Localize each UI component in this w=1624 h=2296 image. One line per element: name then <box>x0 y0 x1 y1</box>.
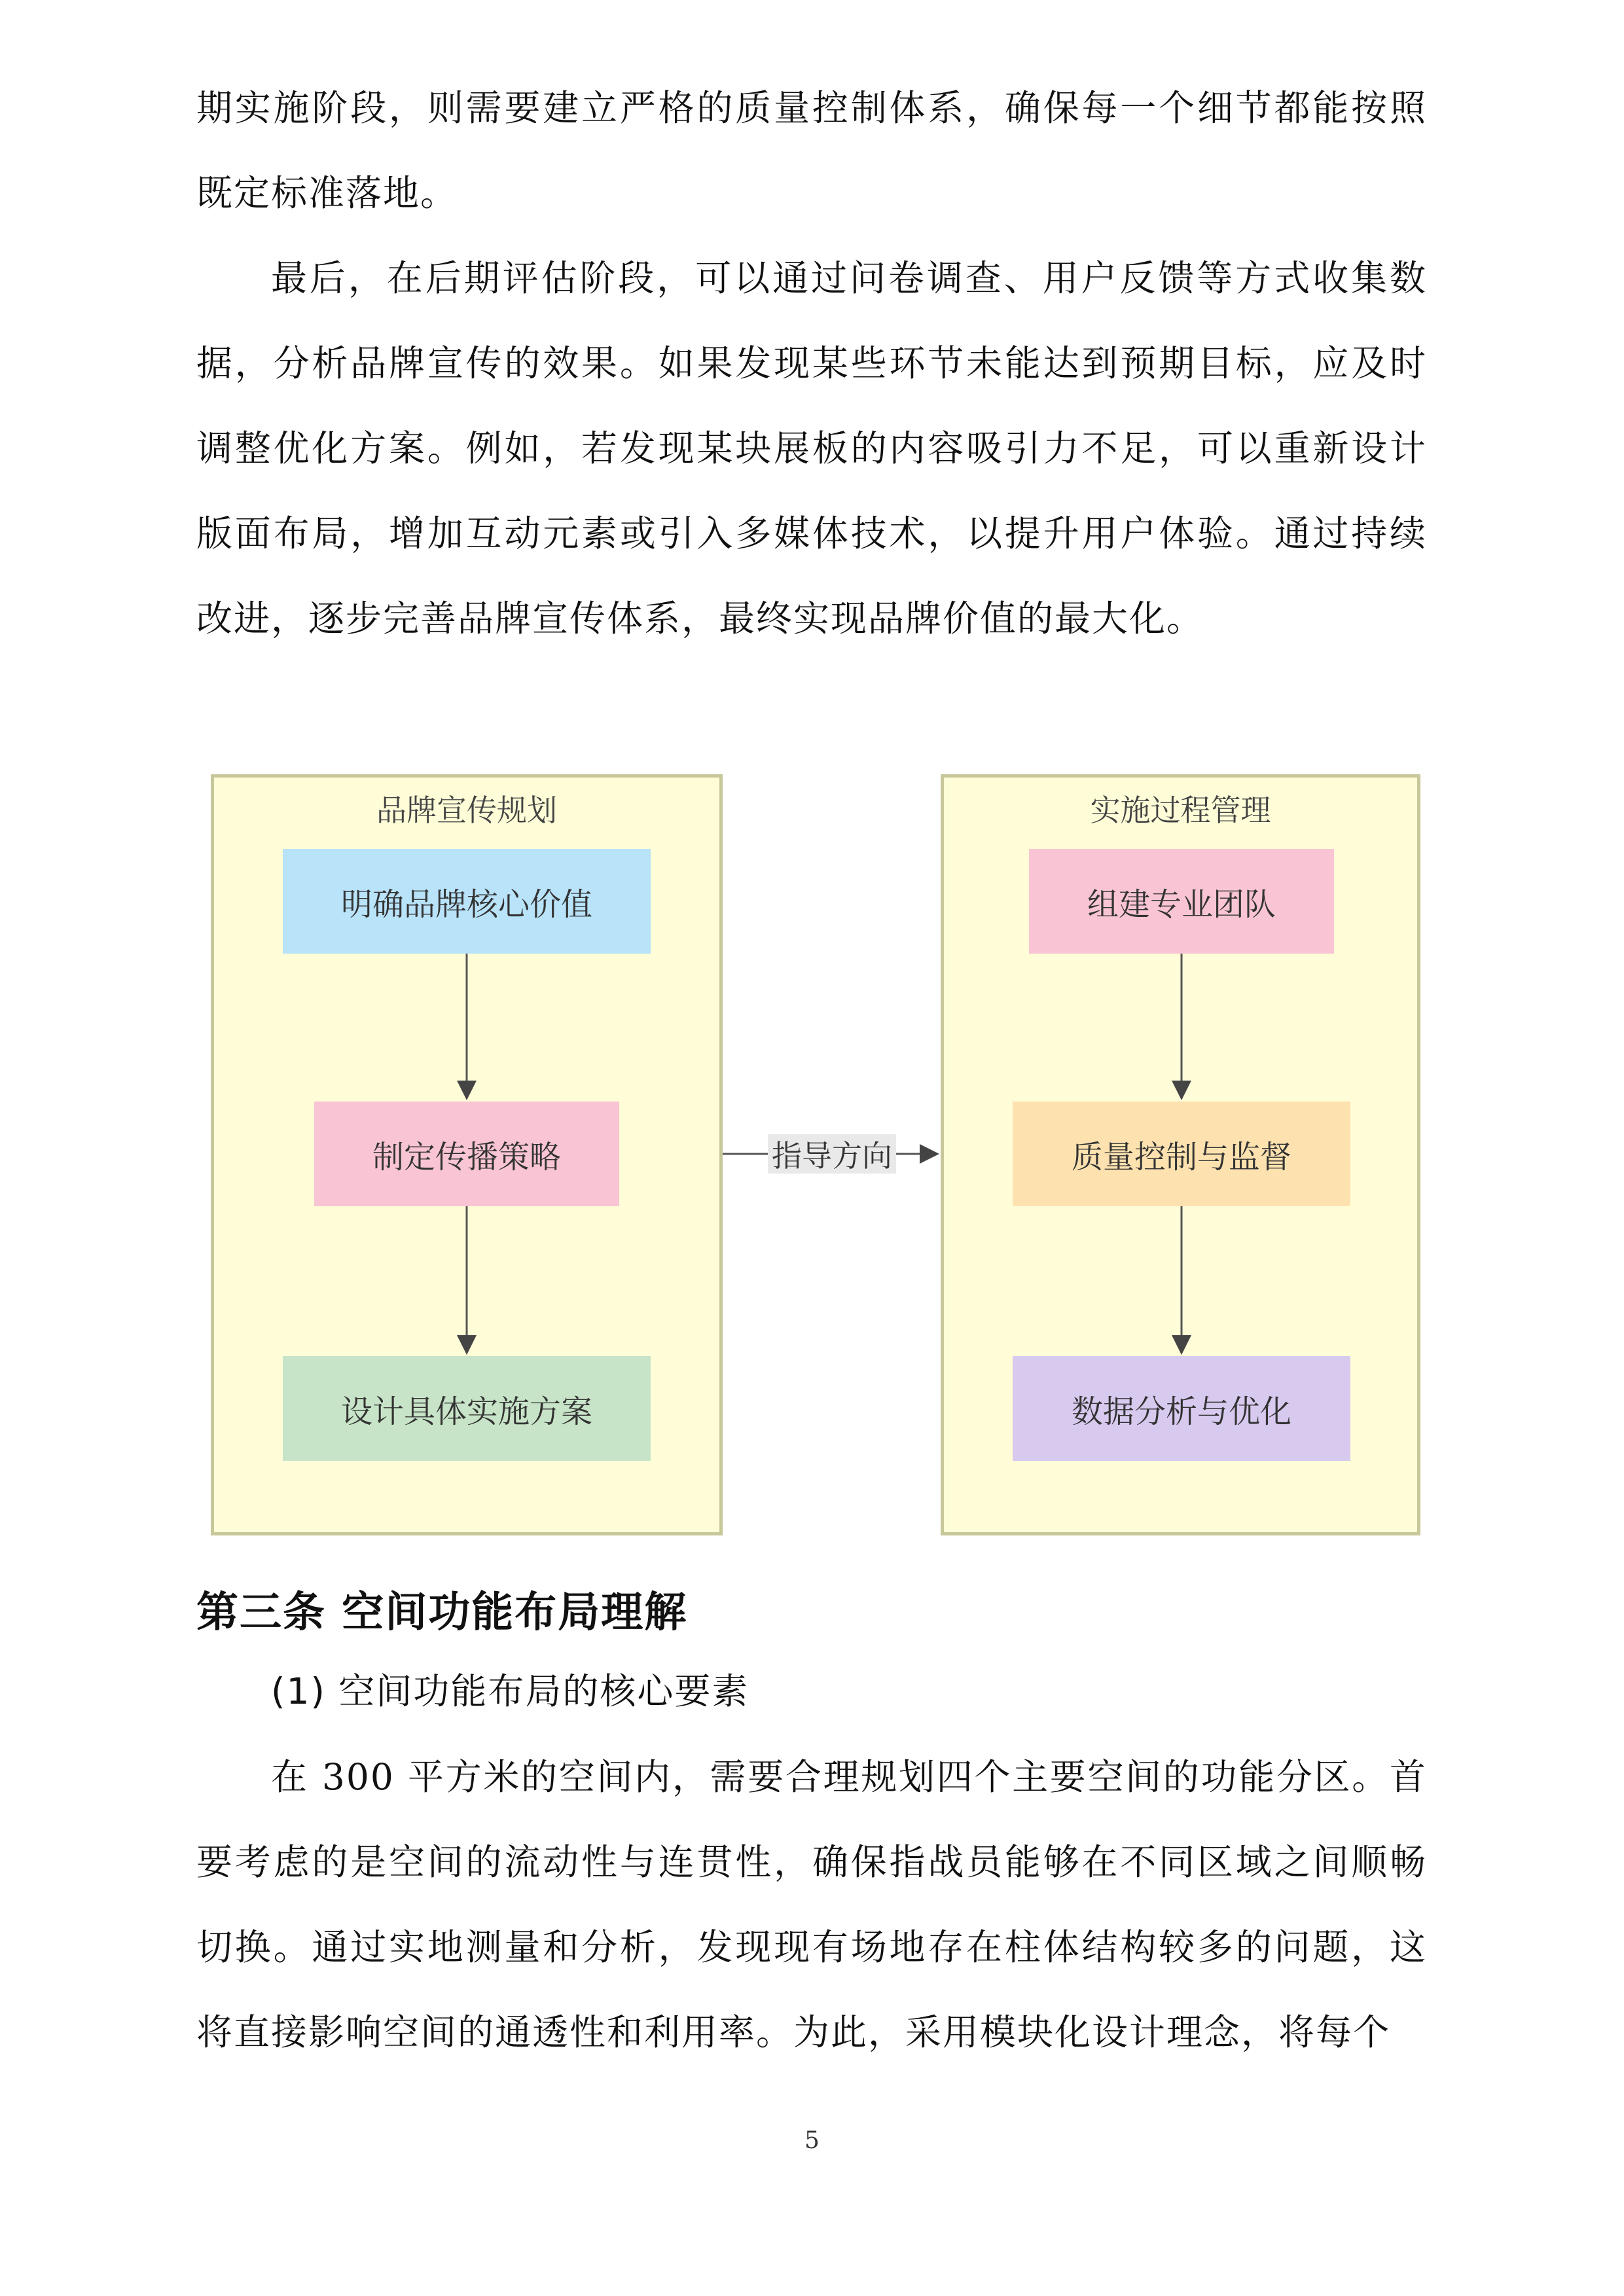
section-subheading: (1) 空间功能布局的核心要素 <box>271 1670 749 1712</box>
paragraph-space-layout: 在 300 平方米的空间内，需要合理规划四个主要空间的功能分区。首要考虑的是空间的流动性与连贯性，确保指战员能够在不同区域之间顺畅切换。通过实地测量和分析，发现现有场地存在柱体结构较多的问题，这将直接影响空间的通透性和利用率。为此，采用模块化设计理念，将每个 <box>196 1756 1427 2053</box>
edge-label-guidance: 指导方向 <box>768 1134 896 1174</box>
section-heading: 第三条 空间功能布局理解 <box>196 1588 688 1637</box>
panel-title-implementation-management: 实施过程管理 <box>1090 793 1271 828</box>
node-data-analysis: 数据分析与优化 <box>1013 1356 1350 1461</box>
paragraph-continuation: 期实施阶段，则需要建立严格的质量控制体系，确保每一个细节都能按照既定标准落地。 <box>196 87 1427 214</box>
page-number: 5 <box>804 2127 820 2154</box>
paragraph-evaluation: 最后，在后期评估阶段，可以通过问卷调查、用户反馈等方式收集数据，分析品牌宣传的效果。如果发现某些环节未能达到预期目标，应及时调整优化方案。例如，若发现某块展板的内容吸引力不足，可以重新设计版面布局，增加互动元素或引入多媒体技术，以提升用户体验。通过持续改进，逐步完善品牌宣传体系，最终实现品牌价值的最大化。 <box>196 257 1427 639</box>
node-communication-strategy: 制定传播策略 <box>314 1102 619 1206</box>
node-brand-core-value: 明确品牌核心价值 <box>283 849 651 954</box>
panel-title-brand-planning: 品牌宣传规划 <box>376 793 557 828</box>
node-professional-team: 组建专业团队 <box>1029 849 1334 954</box>
node-quality-control: 质量控制与监督 <box>1013 1102 1350 1206</box>
node-implementation-plan: 设计具体实施方案 <box>283 1356 651 1461</box>
